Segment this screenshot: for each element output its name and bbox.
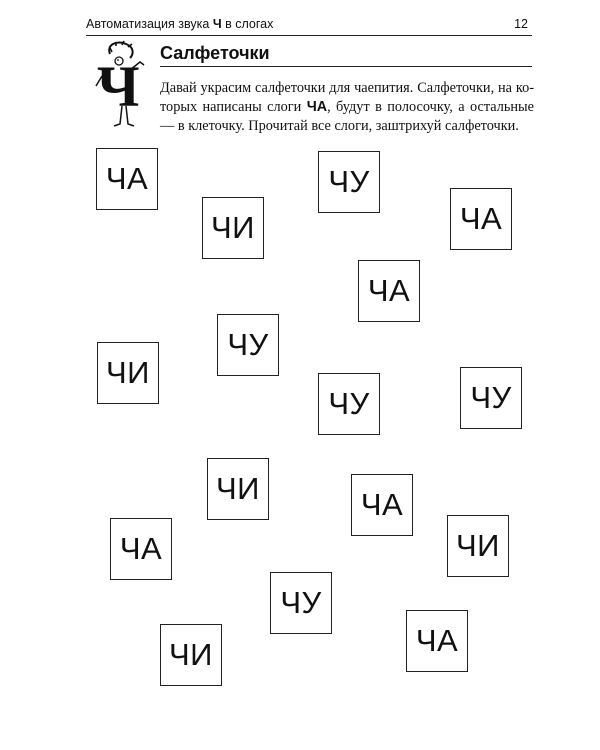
napkin-card[interactable]: ЧА	[450, 188, 512, 250]
napkin-card[interactable]: ЧА	[96, 148, 158, 210]
running-title	[86, 17, 273, 31]
napkin-card[interactable]: ЧА	[406, 610, 468, 672]
running-title-prefix: Автоматизация звука	[86, 17, 210, 31]
napkin-card[interactable]: ЧУ	[270, 572, 332, 634]
napkin-card[interactable]: ЧУ	[318, 373, 380, 435]
exercise-instructions	[160, 79, 534, 136]
napkin-card[interactable]: ЧИ	[207, 458, 269, 520]
napkin-card[interactable]: ЧУ	[318, 151, 380, 213]
napkin-card[interactable]: ЧА	[358, 260, 420, 322]
running-title-suffix: в слогах	[225, 17, 274, 31]
napkin-card[interactable]: ЧИ	[202, 197, 264, 259]
napkin-card[interactable]: ЧУ	[460, 367, 522, 429]
instruction-text-2: , будут в полосочку, а остальные — в клеточку. Прочитай все слоги, заштрихуй салфеточки.	[160, 99, 534, 134]
instruction-text-1: Давай украсим салфеточки для чаепития. Салфеточки, на ко-торых написаны слоги	[160, 80, 534, 115]
napkin-card[interactable]: ЧИ	[447, 515, 509, 577]
napkin-card[interactable]: ЧИ	[97, 342, 159, 404]
instruction-bold-syllable: ЧА	[306, 99, 328, 115]
exercise-title: Салфеточки	[160, 43, 270, 63]
running-header	[86, 13, 532, 36]
running-title-letter: Ч	[212, 17, 222, 31]
napkin-card[interactable]: ЧА	[351, 474, 413, 536]
title-underline	[160, 66, 532, 67]
page-number: 12	[514, 17, 528, 31]
letter-mascot-illustration	[92, 40, 154, 132]
napkin-card[interactable]: ЧУ	[217, 314, 279, 376]
napkin-card[interactable]: ЧА	[110, 518, 172, 580]
napkin-card[interactable]: ЧИ	[160, 624, 222, 686]
mascot-letter: Ч	[97, 54, 140, 119]
